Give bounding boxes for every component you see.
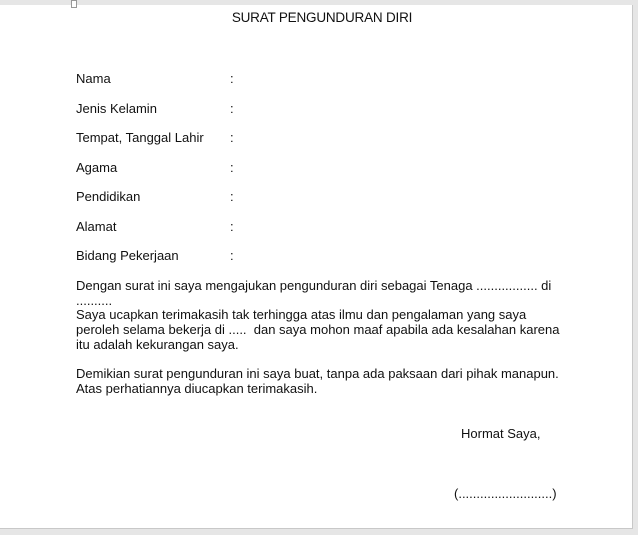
text-boundary-marker xyxy=(71,0,77,8)
paragraph-thanks: Saya ucapkan terimakasih tak terhingga atas ilmu dan pengalaman yang saya peroleh selama bekerja di ..... dan saya mohon maaf apabila ada kesalahan karena itu adalah kekurangan saya. xyxy=(76,307,560,352)
field-separator: : xyxy=(230,130,234,145)
paragraph-closing: Demikian surat pengunduran ini saya buat, tanpa ada paksaan dari pihak manapun. Atas perhatiannya diucapkan terimakasih. xyxy=(76,366,559,396)
field-label-tempat-tanggal-lahir: Tempat, Tanggal Lahir xyxy=(76,130,204,145)
document-title: SURAT PENGUNDURAN DIRI xyxy=(231,10,413,25)
field-label-bidang-pekerjaan: Bidang Pekerjaan xyxy=(76,248,179,263)
field-separator: : xyxy=(230,101,234,116)
document-page[interactable] xyxy=(0,5,633,529)
field-separator: : xyxy=(230,189,234,204)
field-separator: : xyxy=(230,219,234,234)
field-label-jenis-kelamin: Jenis Kelamin xyxy=(76,101,157,116)
signature-placeholder: (..........................) xyxy=(454,486,557,501)
field-separator: : xyxy=(230,160,234,175)
field-label-agama: Agama xyxy=(76,160,118,175)
paragraph-intro: Dengan surat ini saya mengajukan pengunduran diri sebagai Tenaga ................. di .......... xyxy=(76,278,552,308)
closing-salutation: Hormat Saya, xyxy=(461,426,541,441)
field-separator: : xyxy=(230,248,234,263)
field-label-alamat: Alamat xyxy=(76,219,117,234)
field-separator: : xyxy=(230,71,234,86)
field-label-nama: Nama xyxy=(76,71,111,86)
field-label-pendidikan: Pendidikan xyxy=(76,189,141,204)
